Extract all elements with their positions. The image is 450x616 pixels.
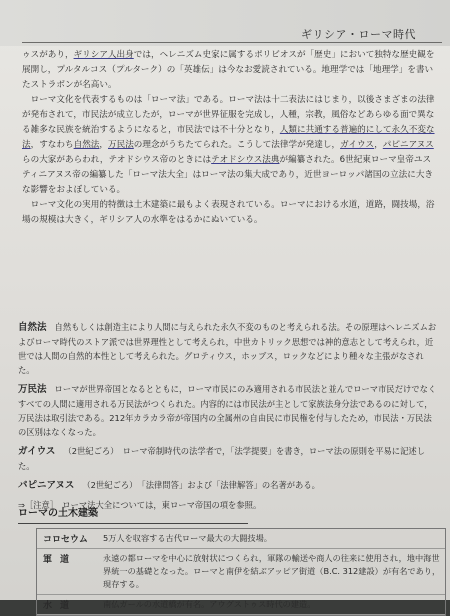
glossary-entry bbox=[18, 320, 440, 377]
glossary-entry bbox=[18, 478, 440, 493]
row-heading: コロセウム bbox=[43, 535, 88, 545]
underlined-term: パピニアヌス bbox=[382, 140, 434, 150]
glossary-term: ガイウス bbox=[18, 446, 56, 457]
running-title: ギリシア・ローマ時代 bbox=[301, 28, 416, 41]
row-description: 永遠の都ローマを中心に放射状につくられ，軍隊の輸送や商人の往来に使用され，地中海世界統一の基礎となった。ローマと南伊を結ぶアッピア街道（B.C. 312建設）が有名であり，現存する。 bbox=[103, 553, 441, 589]
glossary-term: 自然法 bbox=[18, 322, 47, 333]
underlined-term: 自然法 bbox=[73, 140, 100, 150]
table-row bbox=[37, 595, 445, 615]
main-text bbox=[22, 48, 437, 228]
glossary-entry bbox=[18, 382, 440, 439]
glossary-section bbox=[18, 320, 440, 518]
underlined-term: 人類に共通する普遍的にして永久不変な法 bbox=[22, 125, 435, 150]
glossary-definition: 「法律問答」および「法律解答」の名著がある。 bbox=[141, 480, 320, 490]
page-header bbox=[0, 0, 450, 46]
glossary-entry bbox=[18, 444, 440, 473]
header-rule bbox=[22, 42, 442, 43]
glossary-era: （2世紀ごろ） bbox=[63, 446, 123, 456]
glossary-definition: ローマ帝制時代の法学者で，「法学提要」を書き，ローマ法の原則を平易に記述した。 bbox=[18, 446, 425, 471]
glossary-definition: 自然もしくは創造主により人間に与えられた永久不変のものと考えられる法。その原理はヘレニズムおよびローマ時代のストア派では世界理性として考えられ，中世カトリック思想では神的意志として考えられ，近世では人間の自然的本性として考えられた。グロティウス，ホッブス，ロックなどにより種々な主張がなされた。 bbox=[18, 322, 437, 375]
body-paragraph: ローマ文化を代表するものは「ローマ法」である。ローマ法は十二表法にはじまり，以後さまざまの法律が発布されて，市民法が成立したが，ローマが世界征服を完成し，人種，宗教，風俗などあらゆる面で異なる雑多な民族を統治するようになると，市民法では不十分となり，人類に共通する普遍的にして永久不変な法，すなわち自然法，万民法の理念がうちたてられた。こうして法律学が発達し，ガイウス，パピニアヌスらの大家があらわれ，テオドシウス帝のときにはテオドシウス法典が編纂された。6世紀東ローマ皇帝ユスティニアヌス帝の編纂した「ローマ法大全」はローマ法の集大成であり，近世ヨーロッパ諸国の立法に大きな影響をおよぼしている。 bbox=[22, 95, 435, 195]
row-heading: 水道 bbox=[43, 601, 78, 611]
row-heading: 軍道 bbox=[43, 555, 78, 565]
body-paragraph: ローマ文化の実用的特徴は土木建築に最もよく表現されている。ローマにおける水道，道路，闘技場，浴場の規模は大きく，ギリシア人の水準をはるかにぬいている。 bbox=[22, 200, 435, 225]
civil-engineering-table bbox=[36, 528, 446, 616]
glossary-definition: ローマが世界帝国となるとともに，ローマ市民にのみ適用される市民法と並んでローマ市民だけでなくすべての人間に適用される万民法がつくられた。内容的には市民法が主として家族法身分法であるのに対して，万民法は取引法である。212年カラカラ帝が帝国内の全属州の自由民に市民権を付与したため，市民法・万民法の区別はなくなった。 bbox=[18, 384, 437, 437]
row-description: 5万人を収容する古代ローマ最大の大闘技場。 bbox=[103, 533, 272, 543]
glossary-term: 万民法 bbox=[18, 384, 47, 395]
civil-engineering-title: ローマの土木建築 bbox=[18, 505, 248, 524]
table-row bbox=[37, 549, 445, 595]
body-paragraph: ゥスがあり，ギリシア人出身では，ヘレニズム史家に属するポリビオスが「歴史」において独特な歴史観を展開し，プルタルコス（プルターク）の「英雄伝」は今なお愛読されている。地理学では「地理学」を書いたストラボンが名高い。 bbox=[22, 50, 435, 90]
underlined-term: ギリシア人出身 bbox=[73, 50, 134, 60]
underlined-term: 万民法 bbox=[108, 140, 134, 150]
caution-note: ⇒［注意］ ローマ法大全については，東ローマ帝国の項を参照。 bbox=[18, 500, 262, 510]
glossary-term: パピニアヌス bbox=[18, 480, 75, 491]
table-row bbox=[37, 529, 445, 549]
glossary-era: （2世紀ごろ） bbox=[82, 480, 142, 490]
underlined-term: テオドシウス法典 bbox=[211, 155, 280, 165]
row-description: 南仏ガールの水道橋が有名。アウグストゥス時代の建造。 bbox=[103, 599, 316, 609]
underlined-term: ガイウス bbox=[340, 140, 375, 150]
